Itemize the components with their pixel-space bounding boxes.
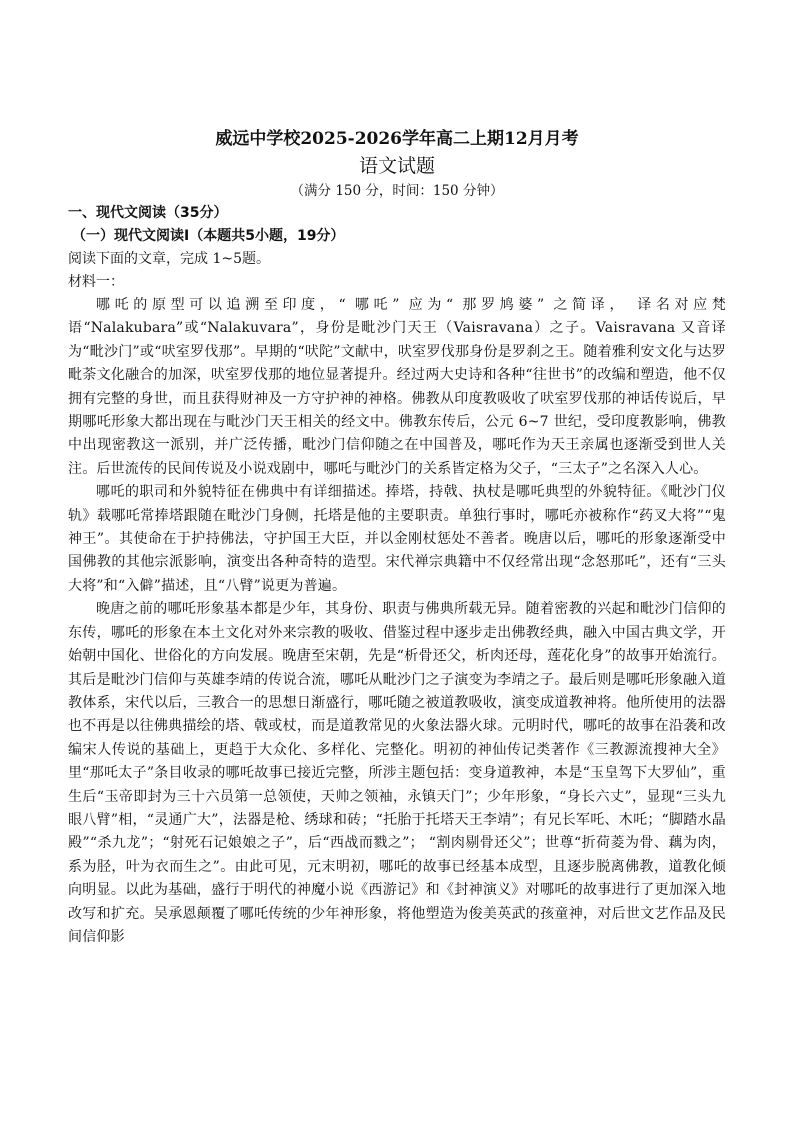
exam-score-time-note: （满分 150 分，时间：150 分钟） [290, 183, 504, 199]
material-label: 材料一： [68, 274, 124, 290]
subsection-heading: （一）现代文阅读Ⅰ（本题共5小题，19分） [72, 228, 345, 244]
section-heading: 一、现代文阅读（35分） [68, 205, 228, 221]
reading-instruction: 阅读下面的文章，完成 1~5题。 [68, 251, 270, 267]
material-body [68, 294, 726, 949]
exam-title: 威远中学校2025-2026学年高二上期12月月考 [215, 129, 579, 149]
paragraph: 哪吒的原型可以追溯至印度，“ 哪吒” 应为“ 那罗鸠婆” 之简译， 译名对应梵语“Nalakubara”或“Nalakuvara”，身份是毗沙门天王（Vaisravana）之子。Vaisravana 又音译为“毗沙门”或“吠室罗伐那”。早期的“吠陀”文献中，吠室罗伐那身份是罗刹之王。随着雅利安文化与达罗毗荼文化融合的加深，吠室罗伐那的地位显著提升。经过两大史诗和各种“往世书”的改编和塑造，他不仅拥有完整的身世，而且获得财神及一方守护神的神格。佛教从印度教吸收了吠室罗伐那的神话传说后，早期哪吒形象大都出现在与毗沙门天王相关的经文中。佛教东传后，公元 6~7 世纪，受印度教影响，佛教中出现密教这一派别，并广泛传播，毗沙门信仰随之在中国普及，哪吒作为天王亲属也逐渐受到世人关注。后世流传的民间传说及小说戏剧中，哪吒与毗沙门的关系皆定格为父子，“三太子”之名深入人心。 [68, 297, 726, 477]
exam-subtitle: 语文试题 [358, 155, 435, 177]
exam-header [68, 126, 726, 202]
paragraph: 哪吒的职司和外貌特征在佛典中有详细描述。捧塔，持戟、执杖是哪吒典型的外貌特征。《毗沙门仪轨》载哪吒常捧塔跟随在毗沙门身侧，托塔是他的主要职责。单独行事时，哪吒亦被称作“药叉大将”“鬼神王”。其使命在于护持佛法，守护国王大臣，并以金刚杖惩处不善者。晚唐以后，哪吒的形象逐渐受中国佛教的其他宗派影响，演变出各种奇特的造型。宋代禅宗典籍中不仅经常出现“念怒那吒”，还有“三头大将”和“入僻”描述，且“八臂”说更为普遍。 [68, 484, 726, 594]
paragraph: 晚唐之前的哪吒形象基本都是少年，其身份、职责与佛典所载无异。随着密教的兴起和毗沙门信仰的东传，哪吒的形象在本土文化对外来宗教的吸收、借鉴过程中逐步走出佛教经典，融入中国古典文学，开始朝中国化、世俗化的方向发展。晚唐至宋朝，先是“析骨还父，析肉还母，莲花化身”的故事开始流行。其后是毗沙门信仰与英雄李靖的传说合流，哪吒从毗沙门之子演变为李靖之子。最后则是哪吒形象融入道教体系，宋代以后，三教合一的思想日渐盛行，哪吒随之被道教吸收，演变成道教神将。他所使用的法器也不再是以往佛典描绘的塔、戟或杖，而是道教常见的火象法器火球。元明时代，哪吒的故事在沿袭和改编宋人传说的基础上，更趋于大众化、多样化、完整化。明初的神仙传记类著作《三教源流搜神大全》里“那吒太子”条目收录的哪吒故事已接近完整，所涉主题包括：变身道教神，本是“玉皇驾下大罗仙”，重生后“玉帝即封为三十六员第一总领使，天帅之领袖，永镇天门”；少年形象，“身长六丈”，显现“三头九眼八臂”相，“灵通广大”，法器是枪、绣球和砖；“托胎于托塔天王李靖”；有兄长军吒、木吒；“脚踏水晶殿”“杀九龙”；“射死石记娘娘之子”，后“西战而戮之”； “割肉剔骨还父”；世尊“折荷菱为骨、藕为肉，系为胫，叶为衣而生之”。由此可见，元末明初，哪吒的故事已经基本成型，且逐步脱离佛教，道教化倾向明显。以此为基础，盛行于明代的神魔小说《西游记》和《封神演义》对哪吒的故事进行了更加深入地改写和扩充。吴承恩颠覆了哪吒传统的少年神形象，将他塑造为俊美英武的孩童神，对后世文艺作品及民间信仰影 [68, 601, 726, 945]
